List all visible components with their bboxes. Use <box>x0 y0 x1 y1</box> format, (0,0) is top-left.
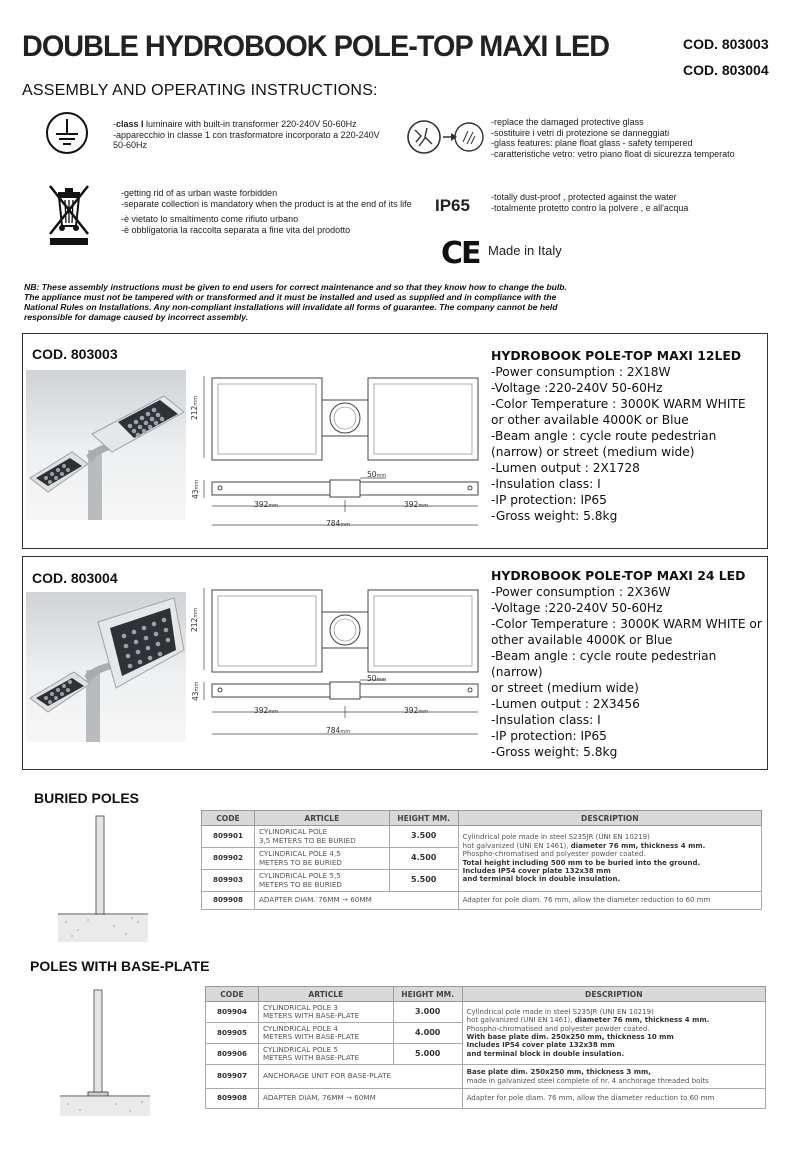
code-803004-header: COD. 803004 <box>683 62 769 78</box>
instructions-subtitle: ASSEMBLY AND OPERATING INSTRUCTIONS: <box>22 82 378 99</box>
baseplate-pole-illustration <box>60 984 150 1116</box>
product-code-803004: COD. 803004 <box>32 570 118 586</box>
class1-notice: -class I luminaire with built-in transformer 220-240V 50-60Hz -apparecchio in classe 1 con trasformatore incorporato a 220-240V 50-60Hz <box>113 119 380 150</box>
dim-half-left: 392mm <box>254 500 279 509</box>
table-row: 809908 ADAPTER DIAM. 76MM → 60MM Adapter for pole diam. 76 mm, allow the diameter reduction to 60 mm <box>202 892 762 910</box>
technical-drawing-803003 <box>190 372 480 540</box>
col-height: HEIGHT MM. <box>393 987 462 1002</box>
buried-pole-illustration <box>58 810 148 942</box>
product-photo-803004 <box>26 592 186 742</box>
code-803003-header: COD. 803003 <box>683 36 769 52</box>
page-title: DOUBLE HYDROBOOK POLE-TOP MAXI LED <box>22 30 610 63</box>
table-row: 809902 CYLINDRICAL POLE 4,5 METERS TO BE BURIED 4.500 <box>202 848 762 870</box>
product-specs-803003: HYDROBOOK POLE-TOP MAXI 12LED -Power consumption : 2X18W -Voltage :220-240V 50-60Hz -Color Temperature : 3000K WARM WHITE or other available 4000K or Blue -Beam angle : cycle route pedestrian (narrow) or street (medium wide) -Lumen output : 2X1728 -Insulation class: I -IP protection: IP65 -Gross weight: 5.8kg <box>491 348 746 523</box>
col-code: CODE <box>206 987 259 1002</box>
ce-mark-icon: CE <box>441 236 480 271</box>
ip-notice: -totally dust-proof , protected against the water -totalmente protetto contro la polvere , e all'acqua <box>491 192 689 213</box>
table-row: 809906 CYLINDRICAL POLE 5 METERS WITH BASE-PLATE 5.000 <box>206 1044 766 1065</box>
dim-thickness-2: 43mm <box>191 681 200 701</box>
dim-height-2: 212mm <box>190 607 199 632</box>
col-article: ARTICLE <box>258 987 393 1002</box>
baseplate-poles-table <box>205 986 766 1109</box>
dim-total: 784mm <box>326 519 351 528</box>
table-row: 809903 CYLINDRICAL POLE 5,5 METERS TO BE BURIED 5.500 <box>202 870 762 892</box>
col-height: HEIGHT MM. <box>389 811 458 826</box>
dim-total-2: 784mm <box>326 726 351 735</box>
table-row: 809905 CYLINDRICAL POLE 4 METERS WITH BASE-PLATE 4.000 <box>206 1023 766 1044</box>
table-row: 809908 ADAPTER DIAM. 76MM → 60MM Adapter for pole diam. 76 mm, allow the diameter reduction to 60 mm <box>206 1089 766 1109</box>
dim-neck: 50mm <box>367 470 387 479</box>
product-code-803003: COD. 803003 <box>32 346 118 362</box>
table-row: 809904 CYLINDRICAL POLE 3 METERS WITH BASE-PLATE 3.000 Cylindrical pole made in steel S235JR (UNI EN 10219) hot galvanized (UNI EN 1461), diameter 76 mm, thickness 4 mm. Phospho-chromatised and polyester powder coated. With base plate dim. 250x250 mm, thickness 10 mm Includes IP54 cover plate 132x38 mm and terminal block in double insulation. <box>206 1002 766 1023</box>
baseplate-poles-title: POLES WITH BASE-PLATE <box>30 958 210 974</box>
dim-height: 212mm <box>190 395 199 420</box>
buried-description: Cylindrical pole made in steel S235JR (UNI EN 10219) hot galvanized (UNI EN 1461), diameter 76 mm, thickness 4 mm. Phospho-chromatised and polyester powder coated. Total height including 500 mm to be buried into the ground. Includes IP54 cover plate 132x38 mm and terminal block in double insulation. <box>458 826 761 892</box>
dim-neck-2: 50mm <box>367 674 387 683</box>
dim-half-right: 392mm <box>404 500 429 509</box>
earth-ground-icon <box>44 110 90 156</box>
col-description: DESCRIPTION <box>462 987 765 1002</box>
col-code: CODE <box>202 811 255 826</box>
broken-glass-icon <box>405 118 485 156</box>
baseplate-description: Cylindrical pole made in steel S235JR (UNI EN 10219) hot galvanized (UNI EN 1461), diameter 76 mm, thickness 4 mm. Phospho-chromatised and polyester powder coated. With base plate dim. 250x250 mm, thickness 10 mm Includes IP54 cover plate 132x38 mm and terminal block in double insulation. <box>462 1002 765 1065</box>
table-row: 809901 CYLINDRICAL POLE 3,5 METERS TO BE BURIED 3.500 Cylindrical pole made in steel S235JR (UNI EN 10219) hot galvanized (UNI EN 1461), diameter 76 mm, thickness 4 mm. Phospho-chromatised and polyester powder coated. Total height including 500 mm to be buried into the ground. Includes IP54 cover plate 132x38 mm and terminal block in double insulation. <box>202 826 762 848</box>
dim-half-left-2: 392mm <box>254 706 279 715</box>
table-row: 809907 ANCHORAGE UNIT FOR BASE-PLATE Base plate dim. 250x250 mm, thickness 3 mm, made in galvanized steel complete of nr. 4 anchorage threaded bolts <box>206 1065 766 1089</box>
dim-thickness: 43mm <box>191 479 200 499</box>
made-in-italy: Made in Italy <box>488 243 562 258</box>
col-article: ARTICLE <box>254 811 389 826</box>
col-description: DESCRIPTION <box>458 811 761 826</box>
product-specs-803004: HYDROBOOK POLE-TOP MAXI 24 LED -Power consumption : 2X36W -Voltage :220-240V 50-60Hz -Color Temperature : 3000K WARM WHITE or other available 4000K or Blue -Beam angle : cycle route pedestrian (narrow) or street (medium wide) -Lumen output : 2X3456 -Insulation class: I -IP protection: IP65 -Gross weight: 5.8kg <box>491 568 762 759</box>
glass-notice: -replace the damaged protective glass -sostituire i vetri di protezione se danneggiati -glass features: plane float glass - safety tempered -caratteristiche vetro: vetro piano float di sicurezza temperato <box>491 117 735 159</box>
waste-notice: -getting rid of as urban waste forbidden -separate collection is mandatory when the product is at the end of its life -è vietato lo smaltimento come rifiuto urbano -è obbligatoria la raccolta separata a fine vita del prodotto <box>121 188 412 235</box>
buried-poles-title: BURIED POLES <box>34 790 140 806</box>
weee-bin-icon <box>44 182 94 248</box>
dim-half-right-2: 392mm <box>404 706 429 715</box>
buried-poles-table <box>201 810 762 910</box>
ip65-label: IP65 <box>435 196 470 215</box>
nb-note: NB: These assembly instructions must be given to end users for correct maintenance and so that they know how to change the bulb. The appliance must not be tampered with or transformed and it must be installed and used as supplied and in compliance with the National Rules on Installations. Any non-compliant installations will invalidate all forms of guarantee. The company cannot be held responsible for damage caused by incorrect assembly. <box>24 282 567 322</box>
product-photo-803003 <box>26 370 186 520</box>
